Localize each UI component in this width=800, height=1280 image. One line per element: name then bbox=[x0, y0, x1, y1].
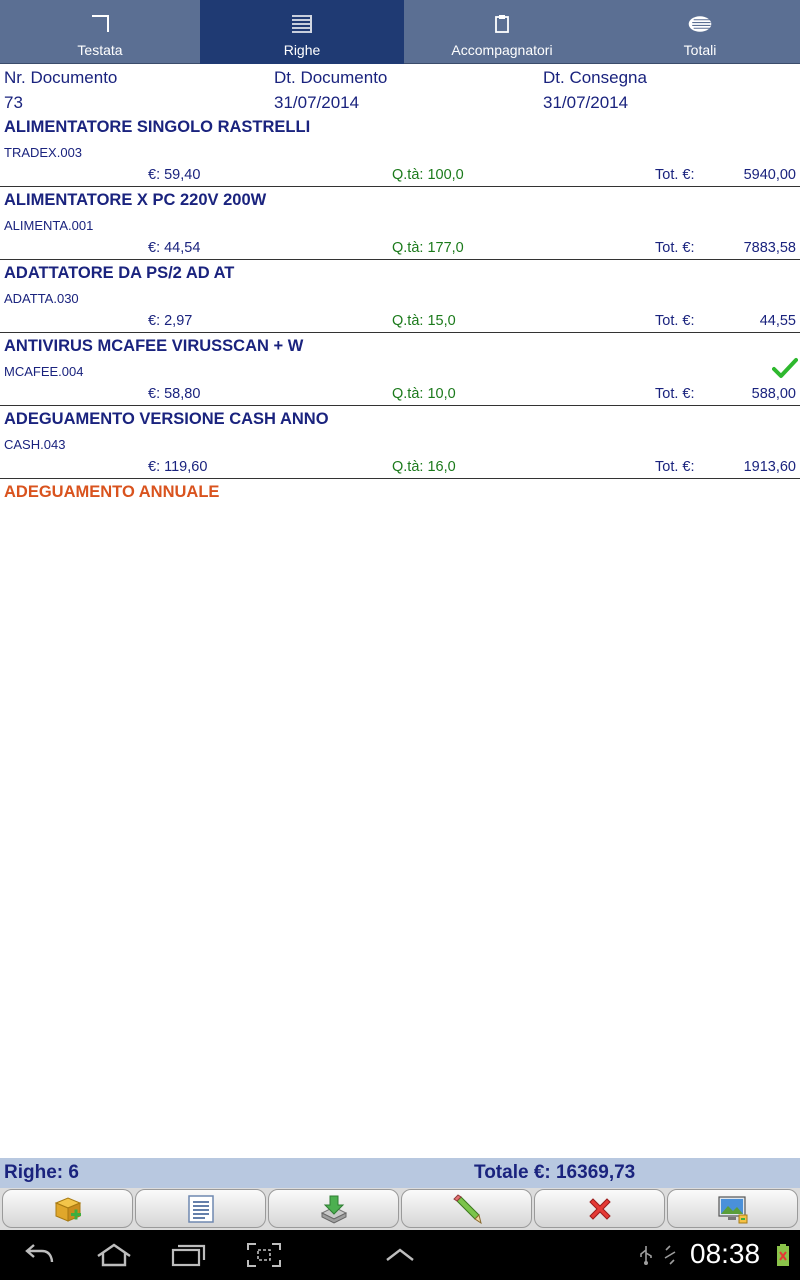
tab-label: Righe bbox=[283, 42, 321, 58]
delivery-date-label: Dt. Consegna bbox=[543, 68, 647, 87]
edit-button[interactable] bbox=[401, 1189, 532, 1228]
back-icon[interactable] bbox=[22, 1240, 58, 1270]
item-title: ALIMENTATORE SINGOLO RASTRELLI bbox=[4, 118, 311, 136]
item-total-value: 44,55 bbox=[759, 313, 796, 329]
item-code: ADATTA.030 bbox=[4, 291, 79, 306]
screenshot-icon[interactable] bbox=[246, 1240, 282, 1270]
item-total-label: Tot. €: bbox=[655, 386, 695, 402]
doc-number-label: Nr. Documento bbox=[4, 68, 118, 87]
document-lines-list bbox=[0, 114, 800, 552]
tab-label: Totali bbox=[683, 42, 717, 58]
list-item[interactable] bbox=[0, 114, 800, 187]
checkmark-icon bbox=[772, 357, 798, 379]
list-item[interactable] bbox=[0, 333, 800, 406]
home-icon[interactable] bbox=[94, 1240, 134, 1270]
item-total-label: Tot. €: bbox=[655, 167, 695, 183]
action-toolbar bbox=[0, 1188, 800, 1230]
delivery-date-value: 31/07/2014 bbox=[543, 93, 629, 112]
recent-apps-icon[interactable] bbox=[170, 1240, 208, 1270]
item-code: TRADEX.003 bbox=[4, 145, 83, 160]
download-tray-icon bbox=[318, 1193, 350, 1225]
text-lines-icon bbox=[185, 1193, 217, 1225]
list-item[interactable] bbox=[0, 406, 800, 479]
list-item-note[interactable] bbox=[0, 479, 800, 552]
status-clock: 08:38 bbox=[690, 1238, 761, 1269]
item-total-value: 588,00 bbox=[751, 386, 796, 402]
preview-button[interactable] bbox=[667, 1189, 798, 1228]
item-total-value: 1913,60 bbox=[743, 459, 796, 475]
item-price: €: 59,40 bbox=[148, 167, 201, 183]
sync-icon bbox=[660, 1240, 680, 1270]
corner-bracket-icon bbox=[88, 12, 112, 36]
monitor-image-icon bbox=[717, 1193, 749, 1225]
item-price: €: 119,60 bbox=[148, 459, 208, 475]
clipboard-icon bbox=[490, 12, 514, 36]
add-item-box-icon bbox=[52, 1193, 84, 1225]
summary-bar bbox=[0, 1158, 800, 1188]
item-title: ADATTATORE DA PS/2 AD AT bbox=[4, 264, 235, 282]
item-quantity: Q.tà: 16,0 bbox=[392, 459, 456, 475]
list-item[interactable] bbox=[0, 187, 800, 260]
tab-righe[interactable] bbox=[200, 0, 404, 64]
item-code: CASH.043 bbox=[4, 437, 66, 452]
item-quantity: Q.tà: 100,0 bbox=[392, 167, 464, 183]
item-quantity: Q.tà: 10,0 bbox=[392, 386, 456, 402]
tab-testata[interactable] bbox=[0, 0, 200, 64]
document-header bbox=[0, 64, 800, 118]
red-x-delete-icon bbox=[584, 1193, 616, 1225]
tab-label: Testata bbox=[77, 42, 123, 58]
import-button[interactable] bbox=[268, 1189, 399, 1228]
stacked-lines-icon bbox=[688, 12, 712, 36]
usb-icon bbox=[636, 1240, 656, 1270]
battery-icon bbox=[774, 1240, 792, 1270]
item-total-label: Tot. €: bbox=[655, 459, 695, 475]
item-title: ANTIVIRUS MCAFEE VIRUSSCAN + W bbox=[4, 337, 304, 355]
item-code: ALIMENTA.001 bbox=[4, 218, 94, 233]
tab-bar bbox=[0, 0, 800, 64]
tab-accompagnatori[interactable] bbox=[404, 0, 600, 64]
item-total-value: 7883,58 bbox=[743, 240, 796, 256]
item-quantity: Q.tà: 177,0 bbox=[392, 240, 464, 256]
doc-number-value: 73 bbox=[4, 93, 23, 112]
item-price: €: 2,97 bbox=[148, 313, 193, 329]
note-title: ADEGUAMENTO ANNUALE bbox=[4, 483, 220, 501]
list-lines-icon bbox=[290, 12, 314, 36]
item-code: MCAFEE.004 bbox=[4, 364, 84, 379]
item-total-label: Tot. €: bbox=[655, 240, 695, 256]
item-quantity: Q.tà: 15,0 bbox=[392, 313, 456, 329]
lines-button[interactable] bbox=[135, 1189, 266, 1228]
item-total-label: Tot. €: bbox=[655, 313, 695, 329]
system-nav-bar bbox=[0, 1230, 800, 1280]
doc-date-value: 31/07/2014 bbox=[274, 93, 360, 112]
item-title: ALIMENTATORE X PC 220V 200W bbox=[4, 191, 267, 209]
pencil-icon bbox=[451, 1193, 483, 1225]
item-price: €: 58,80 bbox=[148, 386, 201, 402]
up-chevron-icon[interactable] bbox=[384, 1240, 416, 1270]
list-item[interactable] bbox=[0, 260, 800, 333]
tab-totali[interactable] bbox=[600, 0, 800, 64]
item-title: ADEGUAMENTO VERSIONE CASH ANNO bbox=[4, 410, 329, 428]
add-item-button[interactable] bbox=[2, 1189, 133, 1228]
item-price: €: 44,54 bbox=[148, 240, 201, 256]
grand-total: Totale €: 16369,73 bbox=[474, 1162, 636, 1183]
line-count: Righe: 6 bbox=[4, 1162, 79, 1183]
item-total-value: 5940,00 bbox=[743, 167, 796, 183]
delete-button[interactable] bbox=[534, 1189, 665, 1228]
tab-label: Accompagnatori bbox=[451, 42, 553, 58]
doc-date-label: Dt. Documento bbox=[274, 68, 388, 87]
